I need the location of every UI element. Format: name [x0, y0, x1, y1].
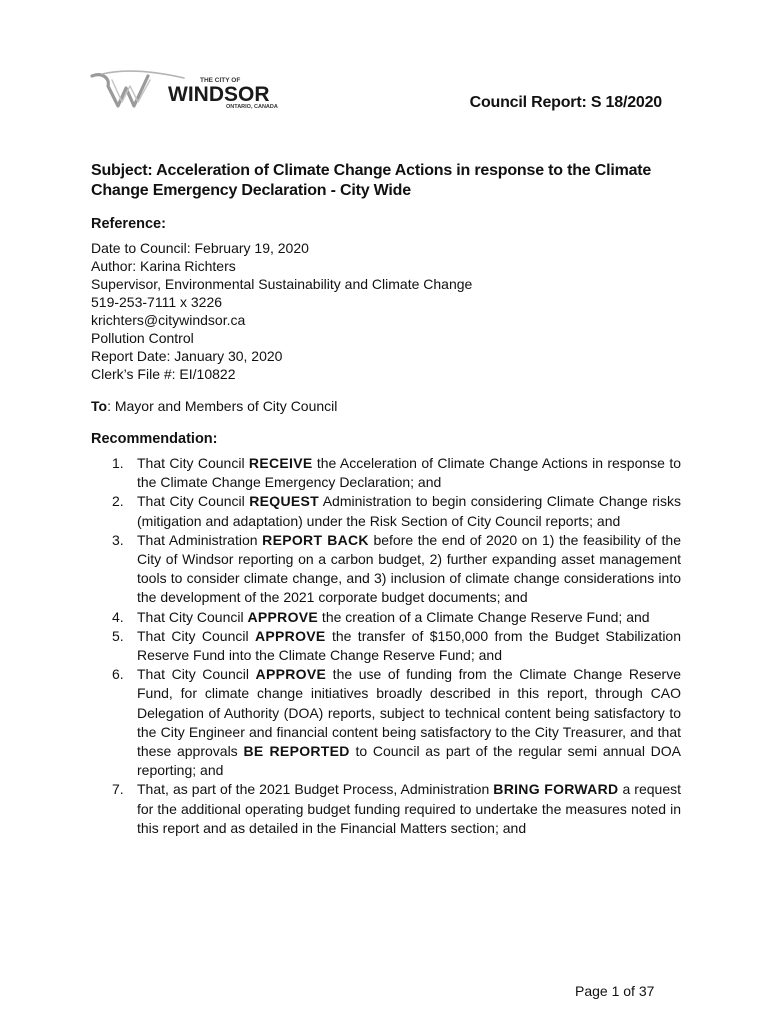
page-number: Page 1 of 37 [575, 983, 655, 999]
item-text: the Acceleration of Climate Change Actions in response to the Climate Change Emergency Declaration; and [137, 455, 681, 491]
item-keyword: APPROVE [255, 666, 327, 683]
city-of-windsor-logo [88, 68, 293, 112]
reference-clerk-file: Clerk’s File #: EI/10822 [91, 366, 236, 382]
item-number: 6. [112, 666, 124, 683]
item-number: 7. [112, 781, 124, 798]
item-text: the use of funding from the Climate Change Reserve Fund, for climate change initiatives broadly described in this report, through CAO Delegation of Authority (DOA) reports, subject to technical content being satisfactory to the City Engineer and financial content being satisfactory to the City Treasurer, and that these approvals [137, 666, 681, 760]
item-number: 4. [112, 608, 124, 625]
reference-supervisor: Supervisor, Environmental Sustainability and Climate Change [91, 276, 473, 292]
reference-heading: Reference: [91, 216, 166, 232]
recommendation-item [91, 665, 681, 780]
item-text: That City Council [137, 455, 249, 471]
reference-details [91, 239, 651, 383]
reference-date-to-council: Date to Council: February 19, 2020 [91, 240, 309, 256]
addressee-line [91, 397, 337, 415]
to-recipients: : Mayor and Members of City Council [107, 398, 338, 414]
recommendation-item [91, 531, 681, 608]
item-text: That City Council [137, 493, 250, 510]
item-text: That City Council [137, 608, 248, 625]
recommendation-item [91, 627, 681, 665]
item-keyword: APPROVE [247, 608, 319, 625]
item-text: That Administration [137, 531, 263, 548]
reference-phone: 519-253-7111 x 3226 [91, 294, 223, 310]
recommendation-list [91, 454, 681, 838]
recommendation-item [91, 492, 681, 530]
recommendation-item [91, 454, 681, 492]
item-text: the creation of a Climate Change Reserve Fund; and [318, 608, 650, 625]
recommendation-item [91, 608, 681, 627]
windsor-logo-mark [88, 68, 293, 112]
item-keyword: RECEIVE [248, 455, 313, 471]
reference-email: krichters@citywindsor.ca [91, 312, 246, 328]
item-text: That, as part of the 2021 Budget Process, Administration [137, 781, 494, 798]
reference-report-date: Report Date: January 30, 2020 [91, 348, 283, 364]
item-text: before the end of 2020 on 1) the feasibility of the City of Windsor reporting on a carbon budget, 2) further expanding asset management tools to consider climate change, and 3) inclusion of climate change considerations into the development of the 2021 corporate budget documents; and [137, 531, 681, 606]
item-keyword: APPROVE [255, 627, 326, 644]
council-report-number: Council Report: S 18/2020 [469, 94, 662, 111]
reference-author: Author: Karina Richters [91, 258, 236, 274]
item-keyword: BRING FORWARD [493, 781, 619, 798]
item-text: That City Council [137, 666, 256, 683]
item-keyword: REPORT BACK [262, 531, 369, 548]
recommendation-heading: Recommendation: [91, 431, 218, 447]
item-text: to Council as part of the regular semi annual DOA reporting; and [137, 743, 682, 779]
item-text: a request for the additional operating budget funding required to undertake the measures noted in this report and as detailed in the Financial Matters section; and [137, 781, 681, 836]
item-text: Administration to begin considering Climate Change risks (mitigation and adaptation) under the Risk Section of City Council reports; and [137, 493, 681, 529]
logo-name: WINDSOR [168, 83, 270, 106]
recommendation-item [91, 780, 681, 838]
item-text: That City Council [137, 627, 255, 644]
item-text: the transfer of $150,000 from the Budget Stabilization Reserve Fund into the Climate Change Reserve Fund; and [137, 627, 682, 664]
logo-sub-text: ONTARIO, CANADA [226, 104, 278, 110]
item-keyword: BE REPORTED [243, 743, 350, 760]
item-keyword: REQUEST [249, 493, 319, 510]
reference-department: Pollution Control [91, 330, 194, 346]
item-number: 1. [112, 455, 124, 471]
item-number: 2. [112, 493, 124, 510]
item-number: 3. [112, 531, 124, 548]
logo-top-text: THE CITY OF [200, 77, 241, 84]
report-subject: Subject: Acceleration of Climate Change Actions in response to the Climate Change Emergency Declaration - City Wide [91, 162, 652, 199]
item-number: 5. [112, 627, 124, 644]
to-label: To [91, 398, 108, 414]
